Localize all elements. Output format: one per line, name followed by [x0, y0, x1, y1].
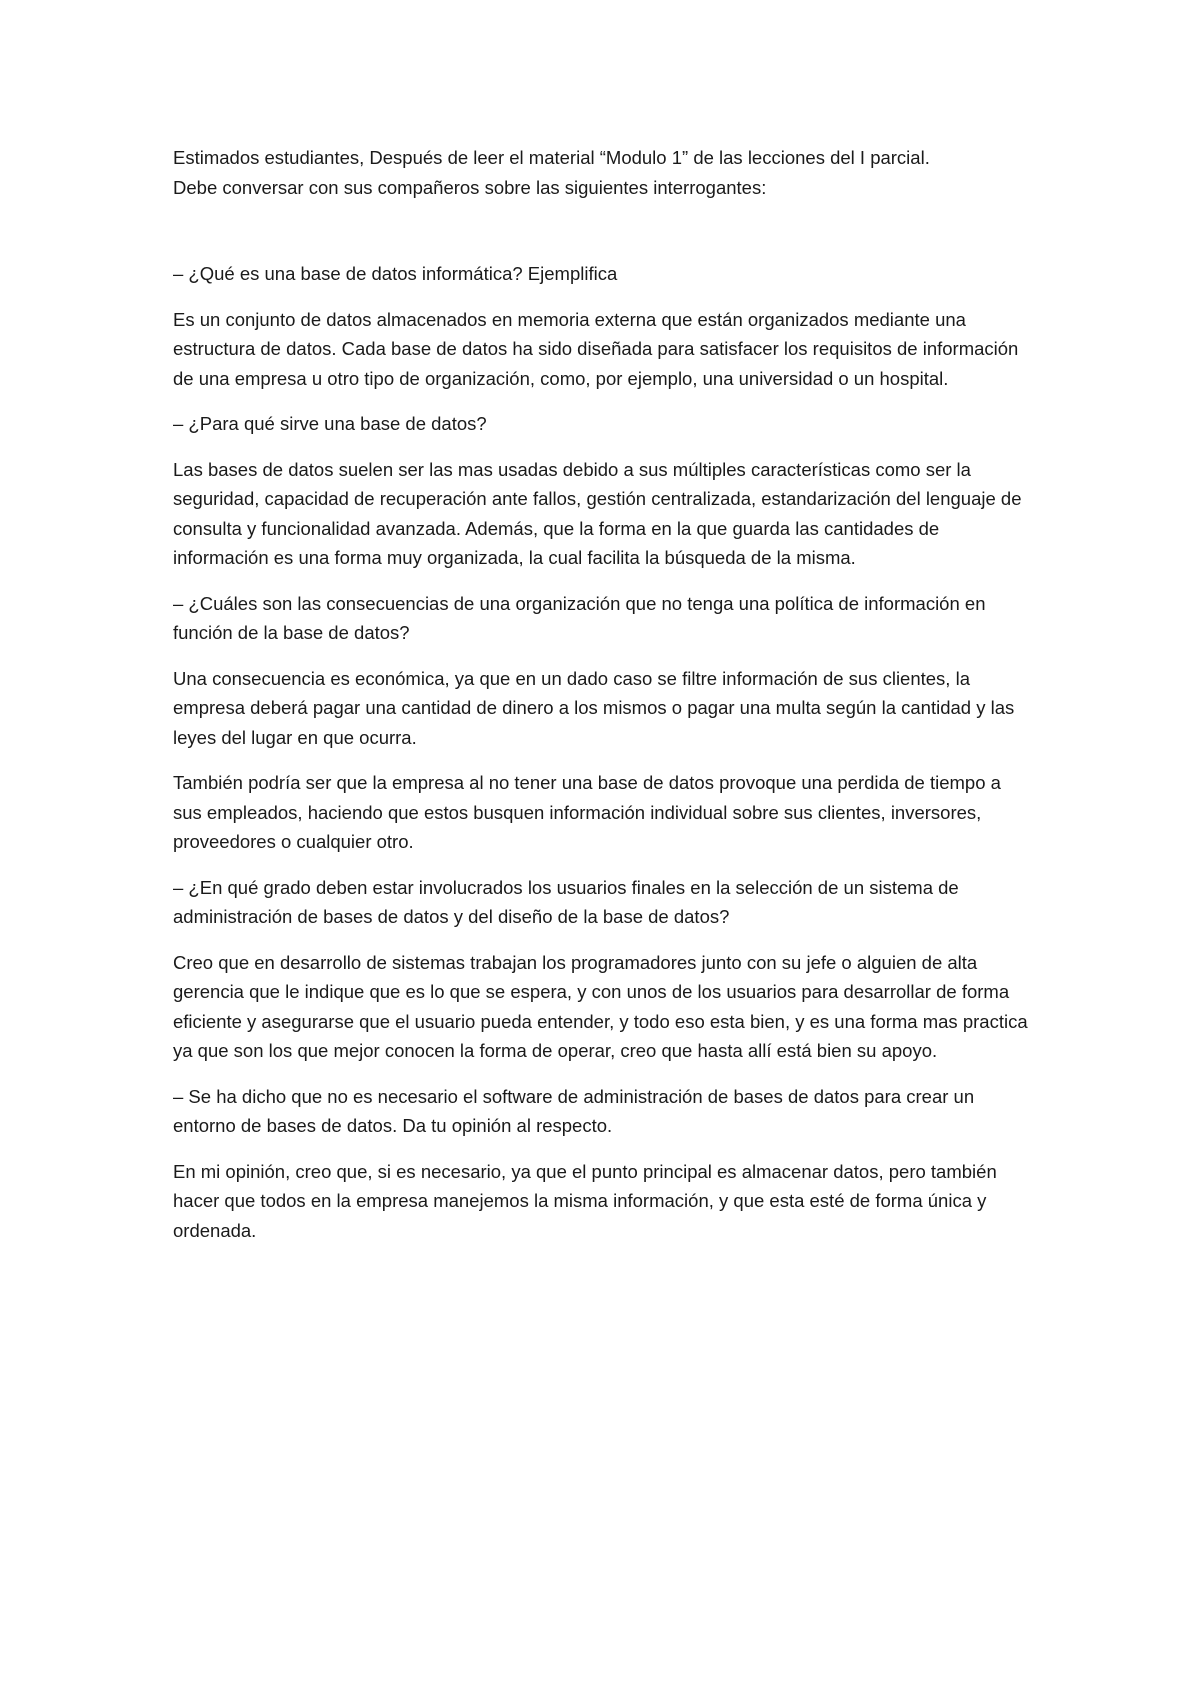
answer-5: En mi opinión, creo que, si es necesario, ya que el punto principal es almacenar datos, pero también hacer que todos en la empresa manejemos la misma información, y que esta esté de forma única y ordenada. [173, 1160, 997, 1241]
answer-1: Es un conjunto de datos almacenados en memoria externa que están organizados mediante una estructura de datos. Cada base de datos ha sido diseñada para satisfacer los requisitos de información de una empresa u otro tipo de organización, como, por ejemplo, una universidad o un hospital. [173, 308, 1019, 389]
question-3: – ¿Cuáles son las consecuencias de una organización que no tenga una política de información en función de la base de datos? [173, 592, 986, 643]
intro-line-1: Estimados estudiantes, Después de leer el material “Modulo 1” de las lecciones del I parcial. [173, 147, 930, 168]
answer-4: Creo que en desarrollo de sistemas trabajan los programadores junto con su jefe o alguien de alta gerencia que le indique que es lo que se espera, y con unos de los usuarios para desarrollar de forma eficiente y asegurarse que el usuario pueda entender, y todo eso esta bien, y es una forma mas practica ya que son los que mejor conocen la forma de operar, creo que hasta allí está bien su apoyo. [173, 951, 1028, 1061]
question-4: – ¿En qué grado deben estar involucrados los usuarios finales en la selección de un sistema de administración de bases de datos y del diseño de la base de datos? [173, 876, 959, 927]
question-5: – Se ha dicho que no es necesario el software de administración de bases de datos para crear un entorno de bases de datos. Da tu opinión al respecto. [173, 1085, 975, 1136]
answer-3a: Una consecuencia es económica, ya que en un dado caso se filtre información de sus clientes, la empresa deberá pagar una cantidad de dinero a los mismos o pagar una multa según la cantidad y las leyes del lugar en que ocurra. [173, 667, 1015, 748]
answer-3b: También podría ser que la empresa al no tener una base de datos provoque una perdida de tiempo a sus empleados, haciendo que estos busquen información individual sobre sus clientes, inversores, proveedores o cualquier otro. [173, 772, 1001, 852]
intro-paragraph [173, 143, 1033, 202]
question-1: – ¿Qué es una base de datos informática? Ejemplifica [173, 263, 618, 284]
intro-line-2: Debe conversar con sus compañeros sobre las siguientes interrogantes: [173, 176, 767, 198]
answer-2: Las bases de datos suelen ser las mas usadas debido a sus múltiples características como ser la seguridad, capacidad de recuperación ante fallos, gestión centralizada, estandarización del lenguaje de consulta y funcionalidad avanzada. Además, que la forma en la que guarda las cantidades de información es una forma muy organizada, la cual facilita la búsqueda de la misma. [173, 458, 1022, 568]
question-2: – ¿Para qué sirve una base de datos? [173, 413, 487, 434]
document-body [173, 143, 1033, 1261]
